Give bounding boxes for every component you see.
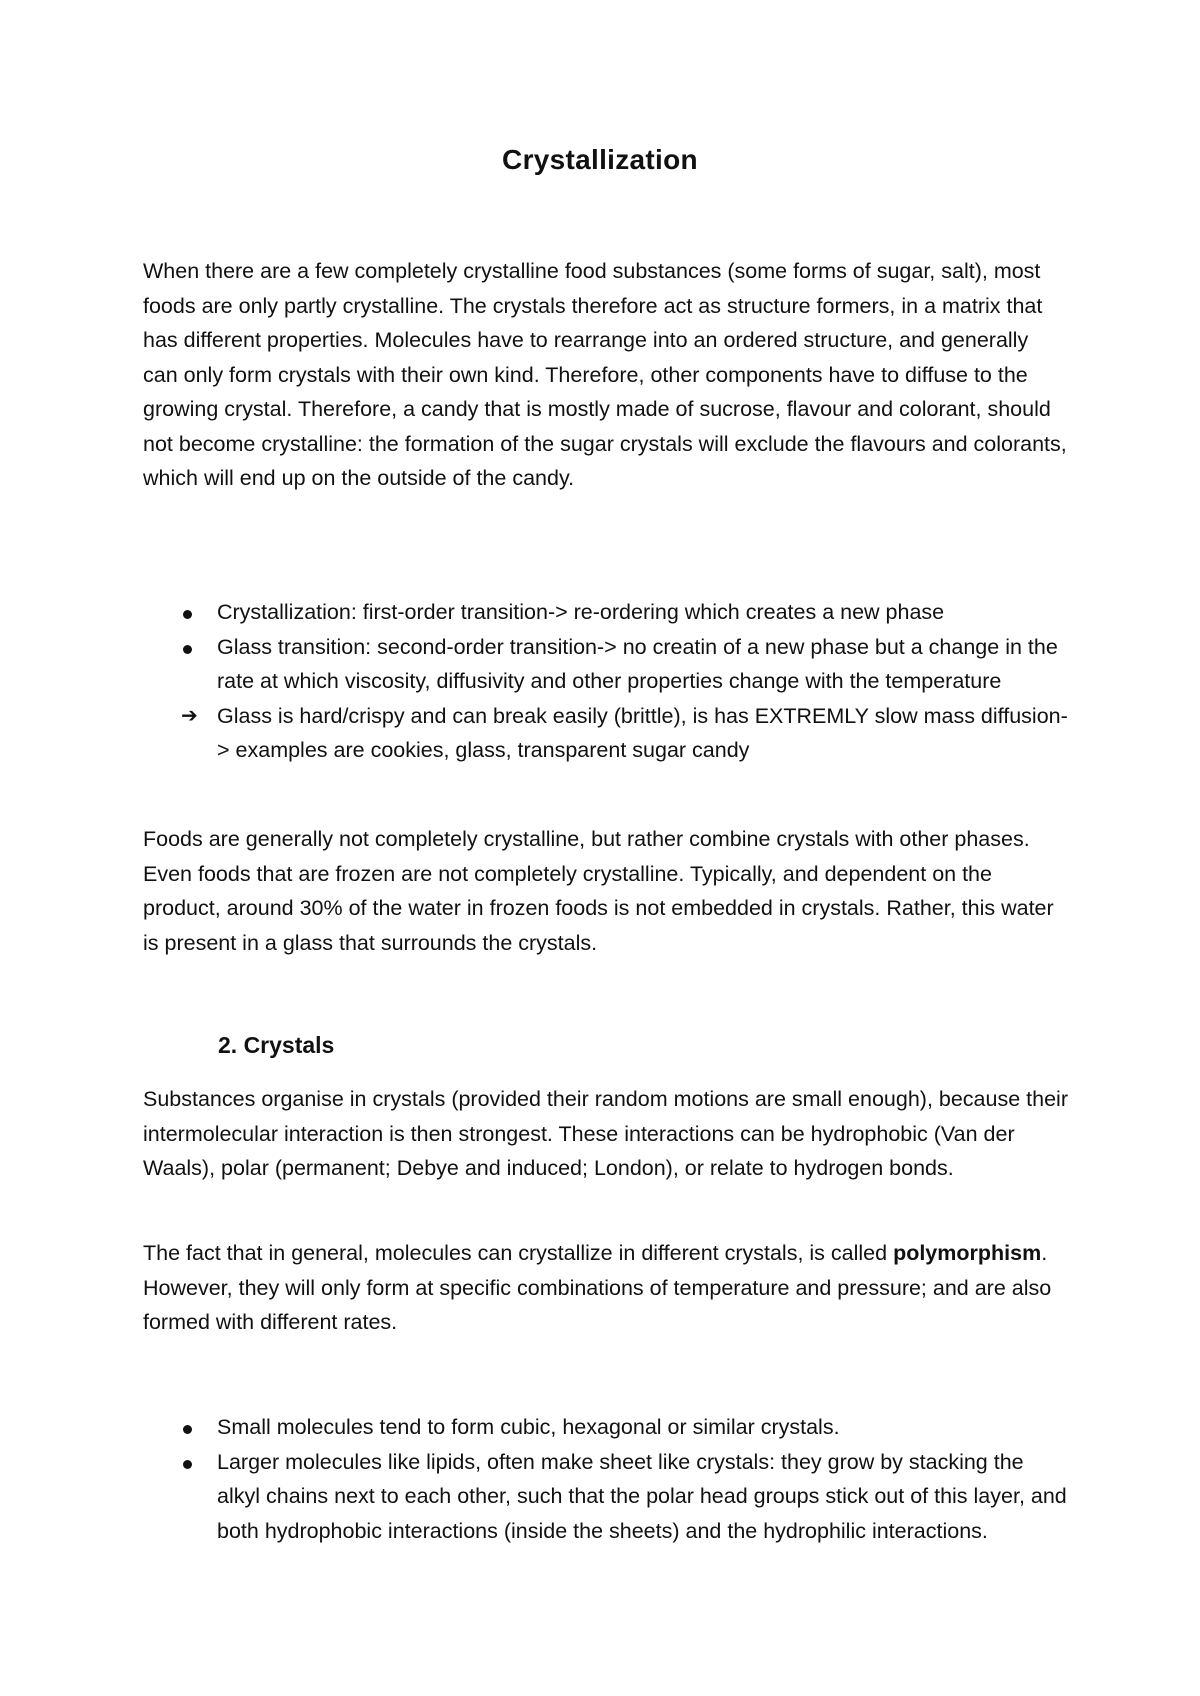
bullet-icon (183, 630, 203, 665)
list-item (143, 1445, 1068, 1549)
list-item-text: Larger molecules like lipids, often make sheet like crystals: they grow by stacking the alkyl chains next to each other, such that the polar head groups stick out of this layer, and both hydrophobic interactions (inside the sheets) and the hydrophilic interactions. (217, 1449, 1067, 1543)
section-heading-crystals: 2. Crystals (218, 1032, 335, 1058)
glass-note-text: Glass is hard/crispy and can break easily (brittle), is has EXTREMLY slow mass diffusion-> examples are cookies, glass, transparent sugar candy (217, 703, 1068, 762)
polymorphism-text-before: The fact that in general, molecules can crystallize in different crystals, is called (143, 1241, 894, 1265)
crystal-types-list (143, 1410, 1068, 1548)
polymorphism-term: polymorphism (893, 1241, 1042, 1265)
list-item (143, 595, 1068, 630)
list-item-text: Crystallization: first-order transition-> re-ordering which creates a new phase (217, 600, 945, 624)
bullet-icon (183, 1445, 203, 1480)
bullet-icon (183, 595, 203, 630)
crystals-paragraph: Substances organise in crystals (provided their random motions are small enough), because their intermolecular interaction is then strongest. These interactions can be hydrophobic (Van der Waals), polar (permanent; Debye and induced; London), or relate to hydrogen bonds. (143, 1087, 1068, 1180)
transition-list (143, 595, 1068, 768)
intro-paragraph: When there are a few completely crystalline food substances (some forms of sugar, salt), most foods are only partly crystalline. The crystals therefore act as structure formers, in a matrix that has different properties. Molecules have to rearrange into an ordered structure, and generally can only form crystals with their own kind. Therefore, other components have to diffuse to the growing crystal. Therefore, a candy that is mostly made of sucrose, flavour and colorant, should not become crystalline: the formation of the sugar crystals will exclude the flavours and colorants, which will end up on the outside of the candy. (143, 259, 1067, 490)
arrow-right-icon: ➔ (181, 704, 198, 727)
list-item (143, 699, 1068, 768)
list-item-text: Glass transition: second-order transition-> no creatin of a new phase but a change in the rate at which viscosity, diffusivity and other properties change with the temperature (217, 634, 1058, 693)
list-item (143, 1410, 1068, 1445)
bullet-icon (183, 1410, 203, 1445)
list-item (143, 630, 1068, 699)
polymorphism-text-after: . However, they will only form at specific combinations of temperature and pressure; and are also formed with different rates. (143, 1241, 1052, 1334)
foods-paragraph: Foods are generally not completely crystalline, but rather combine crystals with other phases. Even foods that are frozen are not completely crystalline. Typically, and dependent on the product, around 30% of the water in frozen foods is not embedded in crystals. Rather, this water is present in a glass that surrounds the crystals. (143, 827, 1054, 955)
document-title: Crystallization (502, 144, 698, 175)
list-item-text: Small molecules tend to form cubic, hexagonal or similar crystals. (217, 1415, 840, 1439)
polymorphism-paragraph (143, 1236, 1068, 1340)
